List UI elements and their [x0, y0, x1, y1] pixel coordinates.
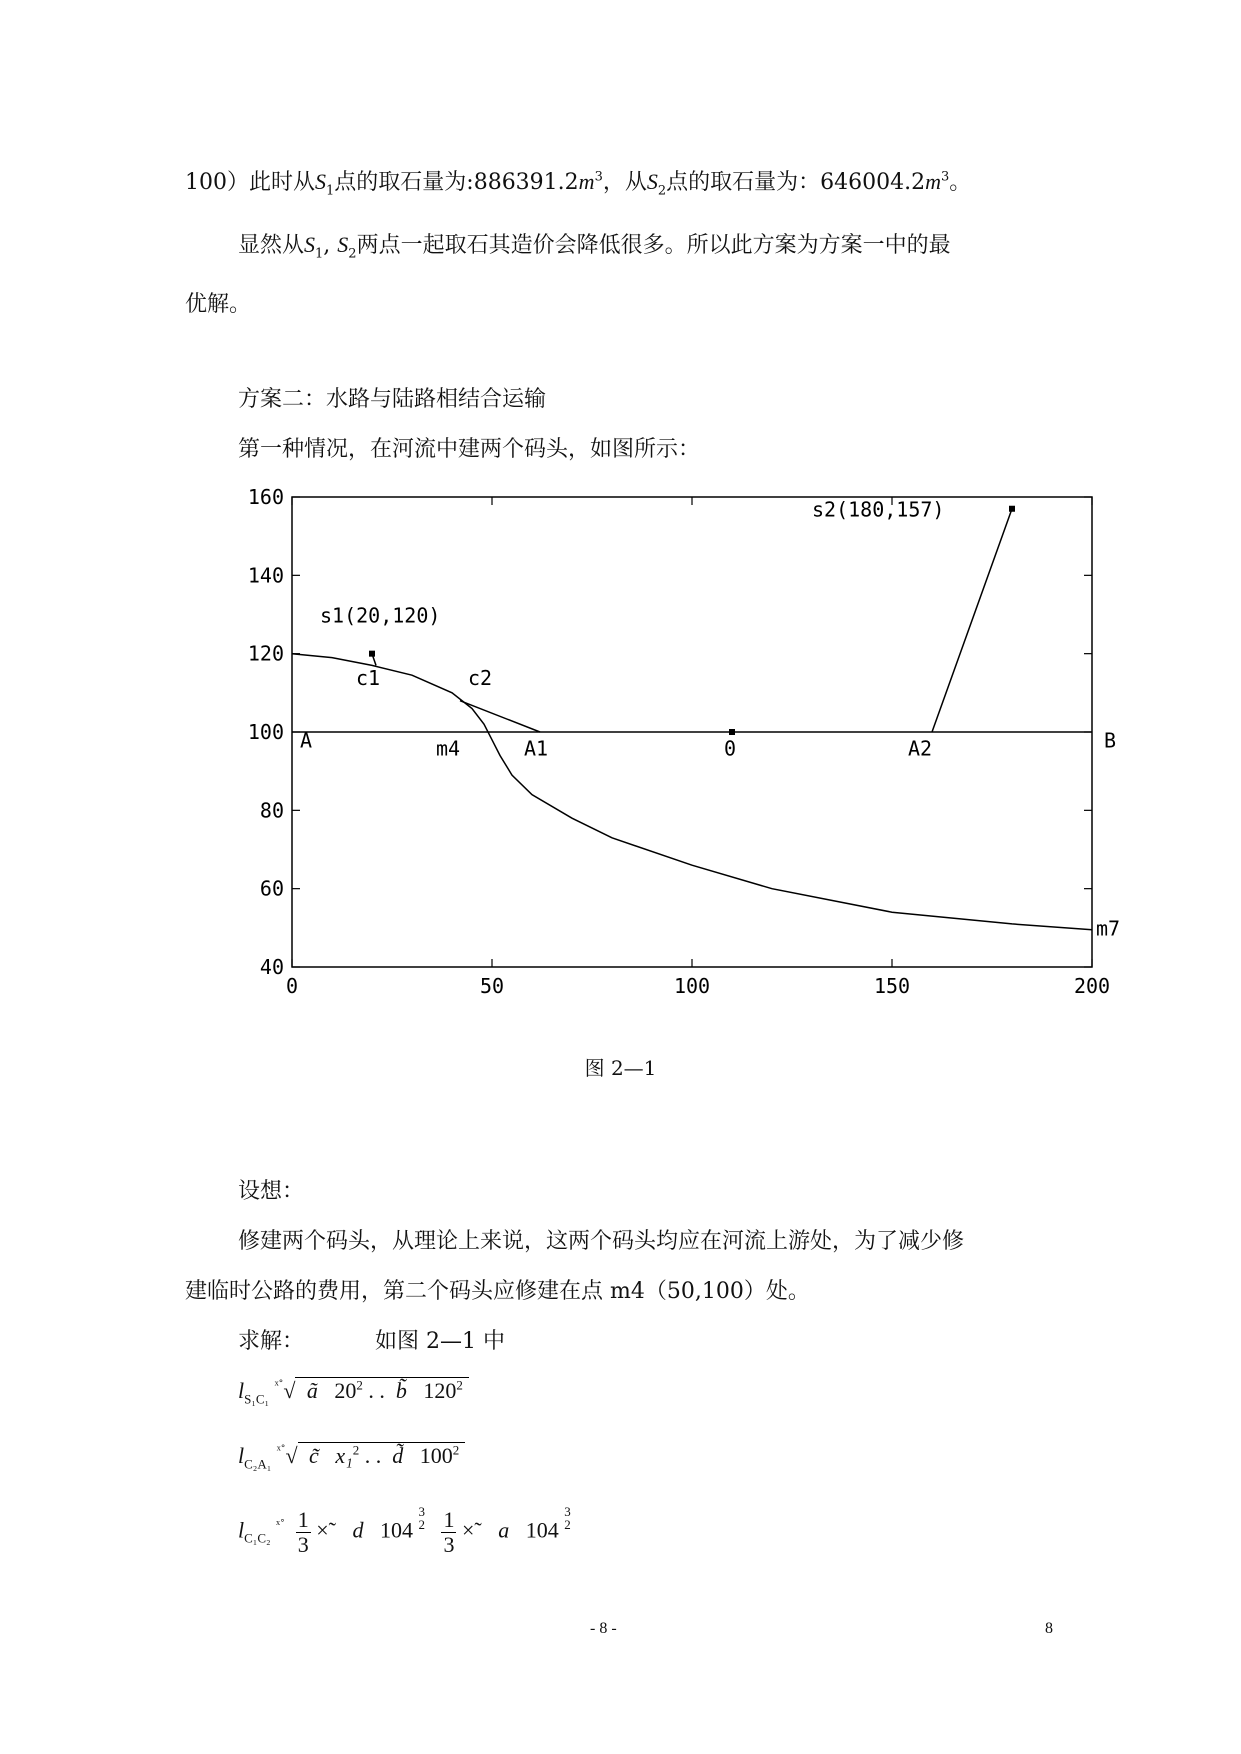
var-s1: S: [304, 232, 316, 257]
times-op: ×˜: [461, 1517, 482, 1543]
x-tick-label: 50: [479, 974, 505, 998]
var-c: c̃: [309, 1443, 319, 1468]
paragraph-2: [238, 230, 951, 261]
point-marker: [1009, 506, 1015, 512]
annotation-label: s1(20,120): [320, 603, 441, 628]
frac-num: 1: [297, 1506, 309, 1532]
annotation-label: A: [300, 728, 313, 753]
y-tick-label: 160: [247, 485, 284, 509]
var-l-sub: C₁C₂: [244, 1530, 271, 1546]
var-l: l: [238, 1443, 245, 1468]
sqrt-body: ã $20^2$ . . b̃ $120^2$: [295, 1377, 469, 1403]
assume-text-2: 建临时公路的费用，第二个码头应修建在点 m4（50,100）处。: [185, 1279, 810, 1304]
p1-mid: 点的取石量为:886391.2: [334, 170, 579, 195]
var-s1-sub: 1: [315, 246, 324, 262]
series-line-m7: [292, 654, 1092, 930]
formula-l-c2a1: [238, 1442, 465, 1472]
var-d: d̃: [392, 1443, 404, 1468]
exp-frac: [564, 1505, 571, 1531]
num-120: 120: [423, 1378, 457, 1403]
x-tick-label: 0: [285, 974, 299, 998]
frac-den: 3: [297, 1531, 309, 1557]
y-tick-label: 40: [259, 955, 284, 979]
line-chart: [230, 485, 1160, 1010]
figure-caption: 图 2—1: [584, 1056, 657, 1080]
annotation-label: c2: [468, 666, 493, 690]
var-d: d: [352, 1517, 364, 1543]
formula-l-s1c1: [238, 1377, 469, 1407]
exp-2b: 2: [452, 1442, 460, 1458]
exp-frac: [418, 1505, 425, 1531]
var-l-sub: C₂A₁: [244, 1456, 272, 1472]
paragraph-2-cont: 优解。: [185, 292, 252, 317]
annotation-label: A1: [524, 736, 549, 761]
var-s1-sub: 1: [326, 183, 335, 199]
series-line-c2-A1: [460, 701, 540, 732]
var-l-sub: S₁C₁: [244, 1391, 270, 1407]
p1-mid2: ，从: [602, 170, 647, 195]
unit-sup: 3: [594, 169, 603, 185]
num-20: 20: [334, 1378, 357, 1403]
exp-num: 3: [564, 1504, 571, 1519]
sqrt-icon: √: [283, 1378, 296, 1403]
chart-figure-2-1: [230, 485, 1160, 1014]
case-1-text: 第一种情况，在河流中建两个码头，如图所示：: [238, 437, 701, 462]
num-100: 100: [419, 1443, 453, 1468]
solve-ref: 如图 2—1 中: [375, 1329, 505, 1354]
exp-2: 2: [356, 1377, 363, 1393]
y-tick-label: 120: [247, 641, 284, 666]
y-tick-label: 80: [259, 798, 284, 823]
times-op: ×˜: [316, 1517, 336, 1543]
footer-page-center: - 8 -: [590, 1620, 617, 1637]
garbled-glyph: ˣ˚: [274, 1378, 284, 1394]
unit-m-2: m: [925, 169, 942, 194]
num-104: 104: [525, 1517, 559, 1543]
series-line-A2-s2: [932, 509, 1012, 732]
p1-lead: 100）此时从: [185, 170, 315, 195]
exp-den: 2: [418, 1517, 425, 1532]
var-a: a: [498, 1517, 510, 1543]
fraction-1: [296, 1508, 311, 1557]
x-tick-label: 150: [873, 974, 911, 998]
garbled-glyph: ˣ˚: [276, 1518, 285, 1533]
var-s1: S: [315, 169, 326, 194]
var-a: ã: [306, 1378, 318, 1403]
unit-sup-2: 3: [941, 169, 950, 185]
exp-2: 2: [352, 1442, 360, 1458]
assume-text-1: 修建两个码头，从理论上来说，这两个码头均应在河流上游处，为了减少修: [238, 1229, 965, 1254]
y-tick-label: 60: [259, 876, 284, 901]
exp-den: 2: [564, 1517, 571, 1532]
x-tick-label: 100: [673, 974, 711, 998]
point-marker: [729, 729, 735, 735]
annotation-label: s2(180,157): [812, 497, 945, 522]
y-tick-label: 140: [247, 563, 284, 588]
var-l: l: [238, 1378, 245, 1403]
var-l: l: [238, 1517, 245, 1543]
p2-tail: 两点一起取石其造价会降低很多。所以此方案为方案一中的最: [356, 233, 951, 258]
p2-lead: 显然从: [238, 233, 305, 258]
exp-num: 3: [418, 1504, 425, 1519]
paragraph-1: [185, 167, 971, 198]
num-104: 104: [379, 1517, 413, 1543]
annotation-label: B: [1104, 728, 1117, 753]
sqrt-icon: √: [285, 1443, 298, 1468]
annotation-label: m4: [436, 736, 461, 761]
heading-plan-2: 方案二：水路与陆路相结合运输: [238, 387, 547, 412]
annotation-label: c1: [356, 666, 381, 690]
point-marker: [369, 651, 375, 657]
garbled-glyph: ˣ˚: [276, 1443, 286, 1459]
solve-label: 求解：: [238, 1329, 305, 1354]
y-tick-label: 100: [247, 720, 284, 744]
p2-comma: ,: [323, 233, 331, 258]
annotation-label: A2: [908, 736, 933, 761]
var-b: b̃: [395, 1378, 407, 1403]
frac-num: 1: [443, 1506, 455, 1532]
p1-tail: 。: [949, 170, 972, 195]
var-s2-sub: 2: [657, 183, 667, 199]
p1-mid3: 点的取石量为：646004.2: [666, 170, 926, 195]
var-s2-sub: 2: [348, 246, 357, 262]
var-s2: S: [646, 169, 658, 194]
var-s2: S: [337, 232, 349, 257]
assume-label: 设想：: [238, 1179, 305, 1204]
var-x1: x₁: [335, 1443, 353, 1468]
unit-m: m: [578, 169, 595, 194]
fraction-2: [441, 1508, 456, 1557]
exp-2b: 2: [456, 1377, 463, 1393]
x-tick-label: 200: [1073, 974, 1111, 998]
annotation-label: 0: [724, 736, 737, 761]
sqrt-body: c̃ x₁$^2$ . . d̃ $100^2$: [298, 1442, 466, 1468]
annotation-label: m7: [1096, 916, 1121, 941]
frac-den: 3: [443, 1531, 455, 1557]
formula-l-c1c2: [238, 1505, 571, 1557]
footer-page-right: 8: [1045, 1620, 1053, 1637]
